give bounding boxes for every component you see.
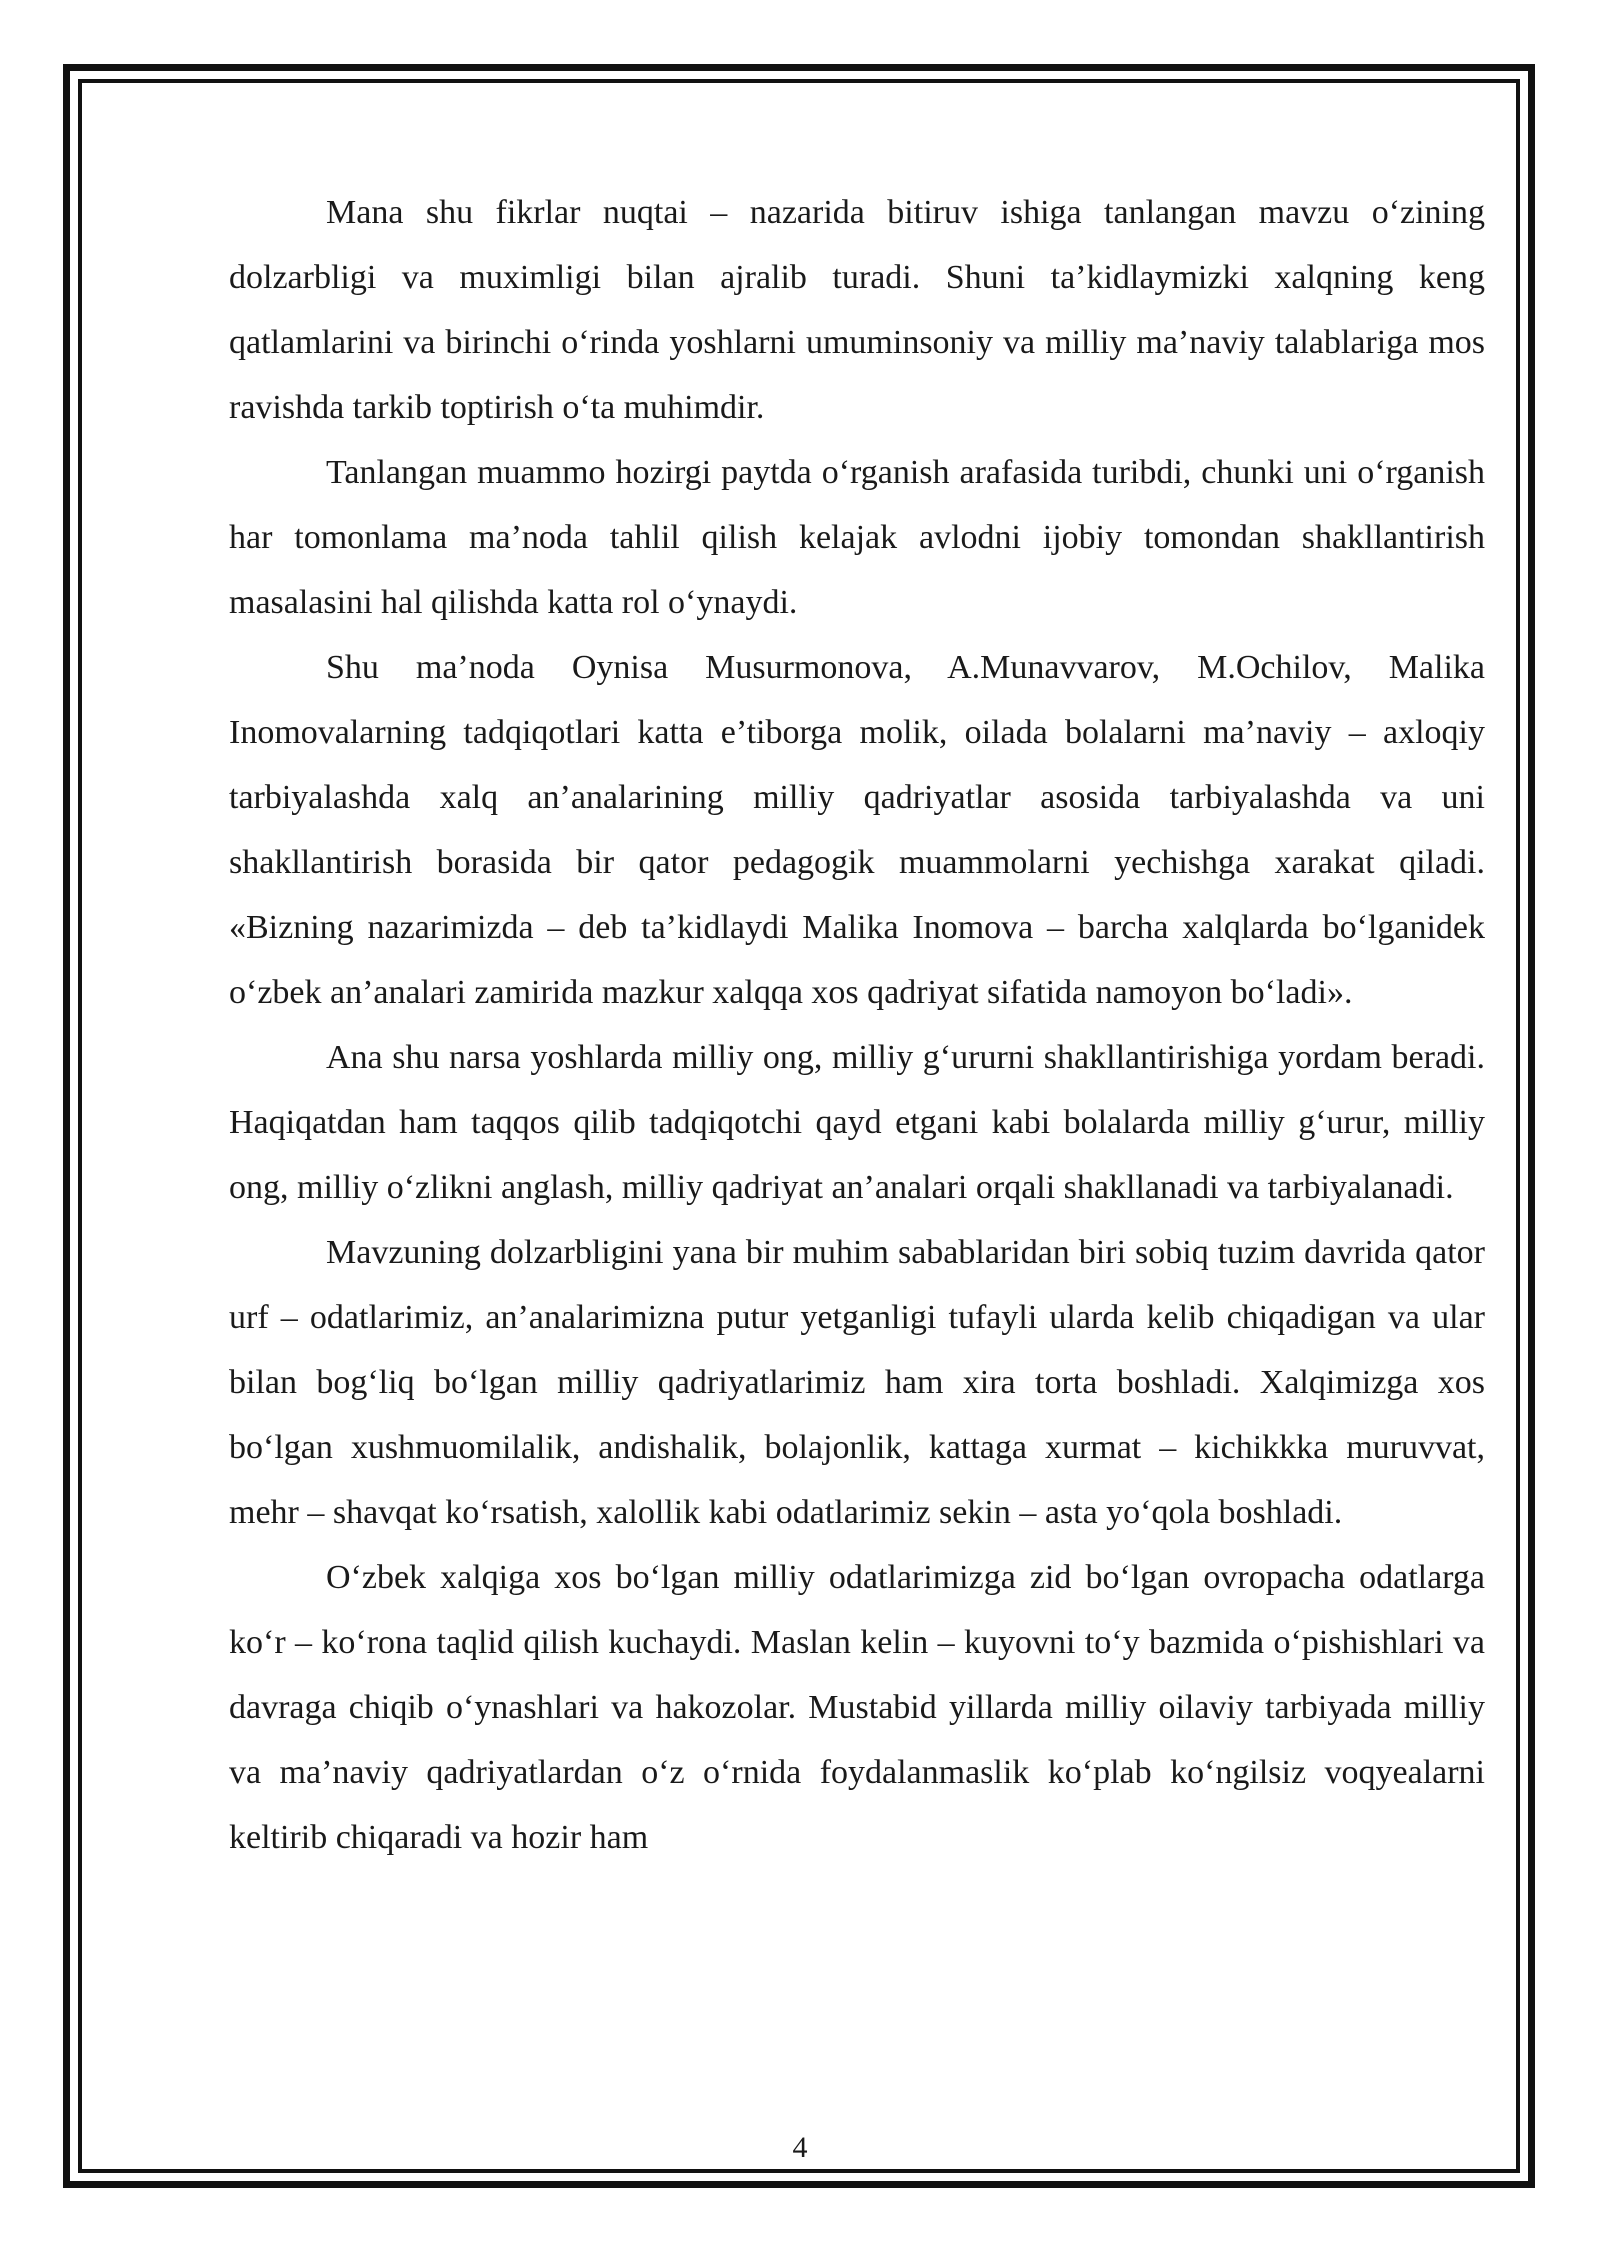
paragraph: Tanlangan muammo hozirgi paytda o‘rganish arafasida turibdi, chunki uni o‘rganish har tomonlama ma’noda tahlil qilish kelajak avlodni ijobiy tomondan shakllantirish masalasini hal qilishda katta rol o‘ynaydi.: [229, 454, 1485, 621]
paragraph: Shu ma’noda Oynisa Musurmonova, A.Munavvarov, M.Ochilov, Malika Inomovalarning tadqiqotlari katta e’tiborga molik, oilada bolalarni ma’naviy – axloqiy tarbiyalashda xalq an’analarining milliy qadriyatlar asosida tarbiyalashda va uni shakllantirish borasida bir qator pedagogik muammolarni yechishga xarakat qiladi. «Bizning nazarimizda – deb ta’kidlaydi Malika Inomova – barcha xalqlarda bo‘lganidek o‘zbek an’analari zamirida mazkur xalqqa xos qadriyat sifatida namoyon bo‘ladi».: [229, 649, 1485, 1011]
page-body: [229, 180, 1485, 1870]
paragraph: Mana shu fikrlar nuqtai – nazarida bitiruv ishiga tanlangan mavzu o‘zining dolzarbligi va muximligi bilan ajralib turadi. Shuni ta’kidlaymizki xalqning keng qatlamlarini va birinchi o‘rinda yoshlarni umuminsoniy va milliy ma’naviy talablariga mos ravishda tarkib toptirish o‘ta muhimdir.: [229, 194, 1485, 426]
paragraph: O‘zbek xalqiga xos bo‘lgan milliy odatlarimizga zid bo‘lgan ovropacha odatlarga ko‘r – ko‘rona taqlid qilish kuchaydi. Maslan kelin – kuyovni to‘y bazmida o‘pishishlari va davraga chiqib o‘ynashlari va hakozolar. Mustabid yillarda milliy oilaviy tarbiyada milliy va ma’naviy qadriyatlardan o‘z o‘rnida foydalanmaslik ko‘plab ko‘ngilsiz voqyealarni keltirib chiqaradi va hozir ham: [229, 1559, 1485, 1856]
paragraph: Mavzuning dolzarbligini yana bir muhim sabablaridan biri sobiq tuzim davrida qator urf – odatlarimiz, an’analarimizna putur yetganligi tufayli ularda kelib chiqadigan va ular bilan bog‘liq bo‘lgan milliy qadriyatlarimiz ham xira torta boshladi. Xalqimizga xos bo‘lgan xushmuomilalik, andishalik, bolajonlik, kattaga xurmat – kichikkka muruvvat, mehr – shavqat ko‘rsatish, xalollik kabi odatlarimiz sekin – asta yo‘qola boshladi.: [229, 1234, 1485, 1531]
page-number: 4: [792, 2131, 808, 2164]
paragraph: Ana shu narsa yoshlarda milliy ong, milliy g‘ururni shakllantirishiga yordam beradi. Haqiqatdan ham taqqos qilib tadqiqotchi qayd etgani kabi bolalarda milliy g‘urur, milliy ong, milliy o‘zlikni anglash, milliy qadriyat an’analari orqali shakllanadi va tarbiyalanadi.: [229, 1039, 1485, 1206]
